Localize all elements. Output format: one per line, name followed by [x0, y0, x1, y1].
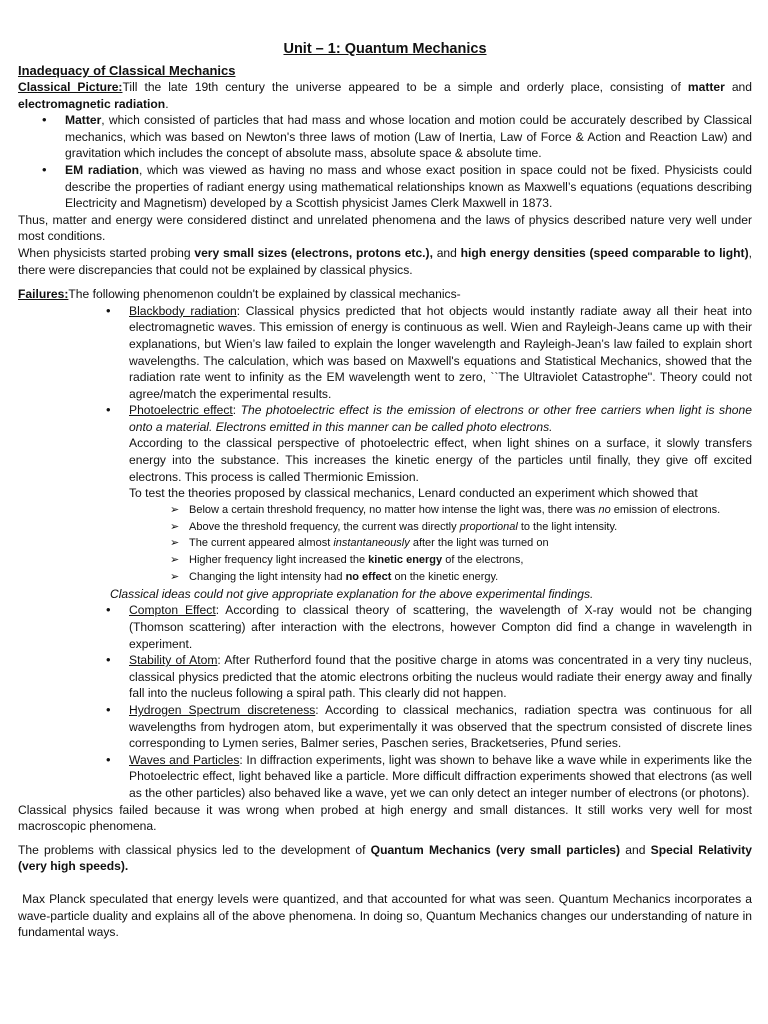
problems-text-a: The problems with classical physics led to the development of — [18, 842, 371, 857]
obs2-text-a: Above the threshold frequency, the current was directly — [189, 520, 460, 533]
problems-paragraph — [18, 842, 752, 875]
blackbody-term: Blackbody radiation — [129, 303, 237, 318]
probing-paragraph — [18, 245, 752, 278]
photoelectric-term: Photoelectric effect — [129, 403, 233, 418]
page-title: Unit – 1: Quantum Mechanics — [283, 41, 487, 57]
obs5-bold: no effect — [345, 571, 392, 584]
section-heading: Inadequacy of Classical Mechanics — [18, 63, 236, 78]
obs3-italic: instantaneously — [333, 537, 410, 550]
obs4-bold: kinetic energy — [368, 554, 443, 567]
compton-term: Compton Effect — [129, 603, 216, 618]
failures-label: Failures: — [18, 287, 69, 302]
waves-term: Waves and Particles — [129, 752, 240, 767]
obs5-text-b: on the kinetic energy. — [391, 571, 499, 584]
failure-hydrogen — [18, 702, 752, 752]
thus-paragraph: Thus, matter and energy were considered distinct and unrelated phenomena and the laws of physics described nature very well under most conditions. — [18, 212, 752, 244]
classical-picture-paragraph — [18, 79, 752, 112]
obs3-text-b: after the light was turned on — [409, 537, 549, 550]
probing-text-b: and — [432, 245, 461, 260]
obs1-text-b: emission of electrons. — [610, 503, 721, 516]
bullet-matter — [18, 112, 752, 162]
classical-picture-label: Classical Picture: — [18, 80, 123, 94]
problems-text-b: and — [620, 842, 651, 857]
failures-intro — [18, 286, 752, 303]
obs2-text-b: to the light intensity. — [517, 520, 618, 533]
observation-item — [170, 502, 752, 519]
spacer — [18, 278, 752, 286]
classical-picture-text-a: Till the late 19th century the universe appeared to be a simple and orderly place, consisting of — [122, 80, 688, 94]
failure-blackbody — [18, 303, 752, 403]
failure-photoelectric — [18, 402, 752, 502]
stability-text: : After Rutherford found that the positive charge in atoms was concentrated in a very tiny nucleus, classical physics predicted that the atomic electrons orbiting the nucleus would radiate their energy away and finally fall into the nucleus following a spiral path. This clearly did not happen. — [129, 653, 752, 701]
probing-bold-b: high energy densities (speed comparable to light) — [460, 245, 749, 260]
observation-item — [170, 535, 752, 552]
probing-text-c: , there were discrepancies that could not be explained by classical physics. — [18, 245, 752, 277]
spacer — [18, 875, 752, 891]
problems-bold-a: Quantum Mechanics (very small particles) — [370, 842, 621, 857]
obs2-italic: proportional — [459, 520, 518, 533]
photoelectric-colon: : — [232, 403, 241, 418]
problems-bold-b: Special Relativity (very high speeds). — [18, 842, 752, 874]
failure-stability — [18, 652, 752, 702]
failure-compton — [18, 602, 752, 652]
planck-paragraph: Max Planck speculated that energy levels were quantized, and that accounted for what was seen. Quantum Mechanics incorporates a wave-particle duality and explains all of the above phenomena. In doing so, Quantum Mechanics changes our understanding of nature in fundamental ways. — [18, 891, 756, 940]
stability-term: Stability of Atom — [129, 653, 218, 668]
obs4-text-b: of the electrons, — [442, 554, 524, 567]
photoelectric-para2: According to the classical perspective of photoelectric effect, when light shines on a surface, it slowly transfers energy into the substance. This increases the kinetic energy of the particles until finally, they give off excited electrons. This process is called Thermionic Emission. — [129, 436, 752, 484]
failed-paragraph: Classical physics failed because it was wrong when probed at high energy and small distances. It still works very well for most macroscopic phenomena. — [18, 802, 752, 834]
failures-list-continued — [18, 602, 752, 801]
bullet-em-text: , which was viewed as having no mass and whose exact position in space could not be fixed. Physicists could describe the properties of radiant energy using mathematical relationships known as Maxwell’s equations (equations describing Electricity and Magnetism) developed by a Scottish physicist James Clerk Maxwell in 1873. — [65, 162, 752, 211]
classical-picture-text-c: . — [165, 96, 169, 111]
observation-item — [170, 552, 752, 569]
bullet-matter-bold: Matter — [65, 113, 102, 128]
obs1-italic: no — [598, 503, 611, 516]
spacer — [18, 835, 752, 842]
hydrogen-text: : According to classical mechanics, radiation spectra was continuous for all wavelengths from hydrogen atom, but experimentally it was observed that the spectrum consisted of discrete lines corresponding to Lymen series, Balmer series, Paschen series, Bracketseries, Pfund series. — [129, 702, 752, 751]
photoelectric-conclusion: Classical ideas could not give appropriate explanation for the above experimental findings. — [110, 586, 594, 601]
failures-intro-text: The following phenomenon couldn't be explained by classical mechanics- — [68, 287, 461, 302]
bullet-em-radiation — [18, 162, 752, 212]
obs3-text-a: The current appeared almost — [189, 537, 334, 550]
obs4-text-a: Higher frequency light increased the — [189, 554, 369, 567]
obs1-text-a: Below a certain threshold frequency, no matter how intense the light was, there was — [189, 503, 599, 516]
photoelectric-para3: To test the theories proposed by classical mechanics, Lenard conducted an experiment which showed that — [129, 486, 698, 501]
failure-waves — [18, 752, 752, 802]
obs5-text-a: Changing the light intensity had — [189, 571, 346, 584]
lenard-observations — [18, 502, 752, 586]
classical-picture-bold-matter: matter — [687, 80, 725, 94]
probing-text-a: When physicists started probing — [18, 245, 195, 260]
hydrogen-term: Hydrogen Spectrum discreteness — [129, 702, 316, 717]
bullet-matter-text: , which consisted of particles that had mass and whose location and motion could be accurately described by Classical mechanics, which was based on Newton's three laws of motion (Law of Inertia, Law of Force & Action and Reaction Law) and gravitation which includes the concept of absolute mass, absolute space & absolute time. — [65, 113, 752, 161]
probing-bold-a: very small sizes (electrons, protons etc.), — [194, 245, 433, 260]
compton-text: : According to classical theory of scattering, the wavelength of X-ray would not be changing (Thomson scattering) after interaction with the electrons, however Compton did find a change in wavelength in experiment. — [129, 603, 752, 651]
blackbody-text: : Classical physics predicted that hot objects would instantly radiate away all their heat into electromagnetic waves. This emission of energy is continuous as well. Wien and Rayleigh-Jeans came up with their explanations, but Wien’s law failed to explain the longer wavelength and Rayleigh-Jean’s law failed to explain short wavelengths. The calculation, which was based on Maxwell's equations and Statistical Mechanics, showed that the radiation rate went to infinity as the EM wavelength went to zero, ``The Ultraviolet Catastrophe''. Theory could not agree/match the experimental results. — [129, 303, 752, 401]
classical-picture-text-b: and — [724, 80, 752, 94]
photoelectric-definition: The photoelectric effect is the emission of electrons or other free carriers when light is shone onto a material. Electrons emitted in this manner can be called photo electrons. — [129, 403, 752, 434]
observation-item — [170, 569, 752, 586]
failures-list — [18, 303, 752, 502]
classical-picture-bold-em: electromagnetic radiation — [18, 96, 166, 111]
classical-picture-bullets — [18, 112, 752, 212]
bullet-em-bold: EM radiation — [65, 162, 139, 177]
waves-text: : In diffraction experiments, light was shown to behave like a wave while in experiments like the Photoelectric effect, light behaved like a particle. More difficult diffraction experiments showed that electrons (as well as the other particles) also behaved like a wave, yet we can only detect an integer number of electrons (or photons). — [129, 752, 752, 800]
observation-item — [170, 519, 752, 536]
